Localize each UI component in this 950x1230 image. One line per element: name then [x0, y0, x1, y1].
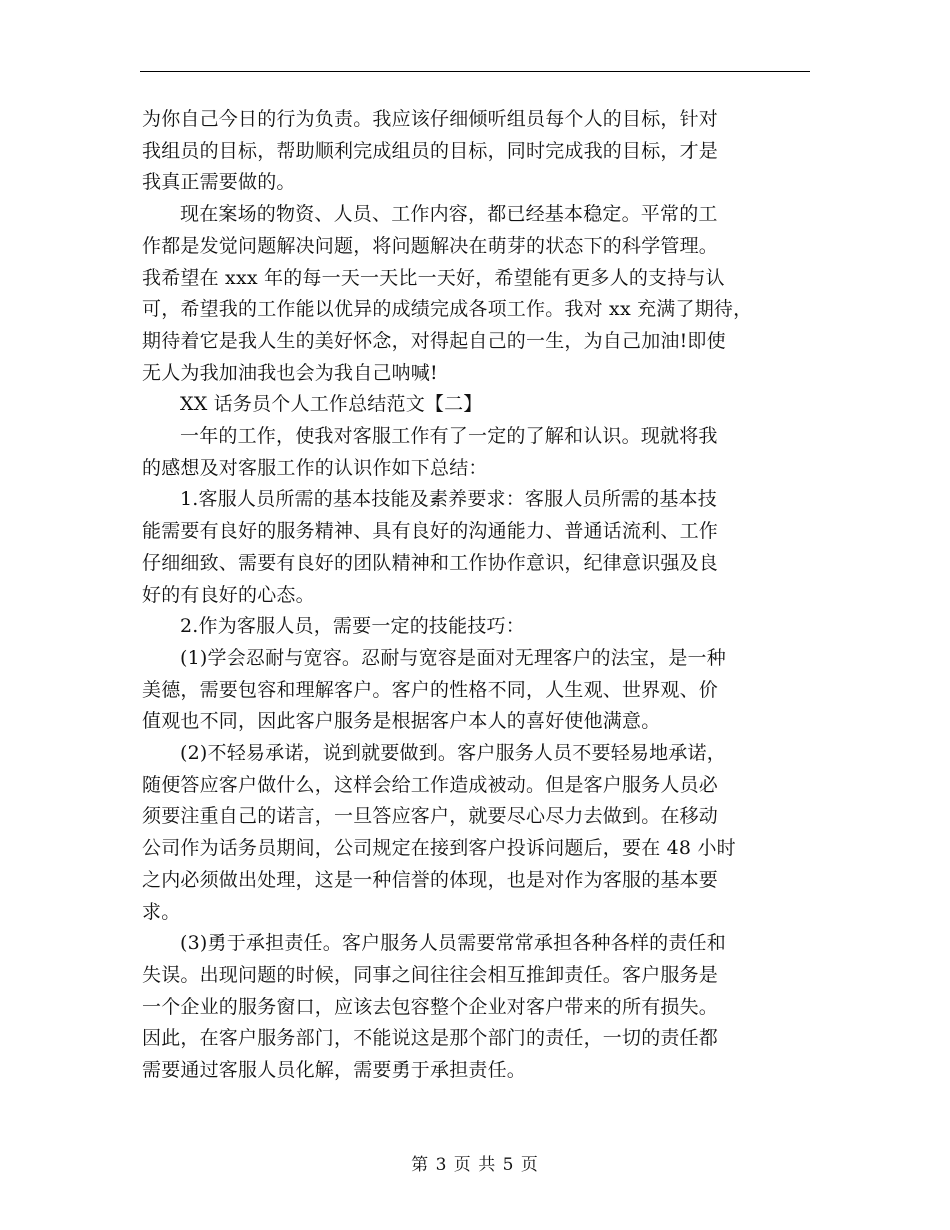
- text-line: 作都是发觉问题解决问题，将问题解决在萌芽的状态下的科学管理。: [142, 234, 719, 257]
- text-line: 我组员的目标，帮助顺利完成组员的目标，同时完成我的目标，才是: [142, 139, 719, 162]
- text-line: 失误。出现问题的时候，同事之间往往会相互推卸责任。客户服务是: [142, 963, 719, 986]
- text-line: 公司作为话务员期间，公司规定在接到客户投诉问题后，要在 48 小时: [142, 837, 736, 860]
- text-line: 仔细细致、需要有良好的团队精神和工作协作意识，纪律意识强及良: [142, 551, 719, 574]
- text-line: 为你自己今日的行为负责。我应该仔细倾听组员每个人的目标，针对: [142, 108, 719, 130]
- text-line: 值观也不同，因此客户服务是根据客户本人的喜好使他满意。: [142, 710, 661, 733]
- text-line: 求。: [142, 900, 181, 923]
- text-line: 须要注重自己的诺言，一旦答应客户，就要尽心尽力去做到。在移动: [142, 805, 719, 828]
- text-line: 美德，需要包容和理解客户。客户的性格不同，人生观、世界观、价: [142, 678, 719, 701]
- text-line: 一个企业的服务窗口，应该去包容整个企业对客户带来的所有损失。: [142, 995, 719, 1018]
- document-body: [142, 104, 810, 1087]
- text-line: 现在案场的物资、人员、工作内容，都已经基本稳定。平常的工: [180, 203, 718, 226]
- text-line: (1)学会忍耐与宽容。忍耐与宽容是面对无理客户的法宝，是一种: [180, 646, 726, 669]
- header-rule: [140, 71, 810, 72]
- text-line: 我希望在 xxx 年的每一天一天比一天好，希望能有更多人的支持与认: [142, 266, 725, 289]
- text-line: (3)勇于承担责任。客户服务人员需要常常承担各种各样的责任和: [180, 932, 726, 955]
- text-line: 无人为我加油我也会为我自己呐喊!: [142, 361, 438, 384]
- page-number: 第 3 页 共 5 页: [411, 1155, 539, 1175]
- text-line: 随便答应客户做什么，这样会给工作造成被动。但是客户服务人员必: [142, 773, 719, 796]
- text-line: XX 话务员个人工作总结范文【二】: [180, 393, 483, 416]
- text-line: 好的有良好的心态。: [142, 583, 315, 606]
- text-line: 期待着它是我人生的美好怀念，对得起自己的一生，为自己加油!即使: [142, 329, 726, 352]
- text-line: 1.客服人员所需的基本技能及素养要求：客服人员所需的基本技: [180, 488, 717, 511]
- text-line: 需要通过客服人员化解，需要勇于承担责任。: [142, 1059, 527, 1082]
- text-line: 可，希望我的工作能以优异的成绩完成各项工作。我对 xx 充满了期待，: [142, 298, 753, 321]
- text-line: 的感想及对客服工作的认识作如下总结：: [142, 456, 488, 479]
- text-line: 一年的工作，使我对客服工作有了一定的了解和认识。现就将我: [180, 425, 718, 448]
- text-line: 因此，在客户服务部门，不能说这是那个部门的责任，一切的责任都: [142, 1027, 719, 1050]
- text-line: (2)不轻易承诺，说到就要做到。客户服务人员不要轻易地承诺，: [180, 742, 726, 765]
- text-line: 我真正需要做的。: [142, 171, 296, 194]
- text-line: 之内必须做出处理，这是一种信誉的体现，也是对作为客服的基本要: [142, 868, 719, 891]
- text-line: 2.作为客服人员，需要一定的技能技巧：: [180, 615, 525, 638]
- text-line: 能需要有良好的服务精神、具有良好的沟通能力、普通话流利、工作: [142, 520, 719, 543]
